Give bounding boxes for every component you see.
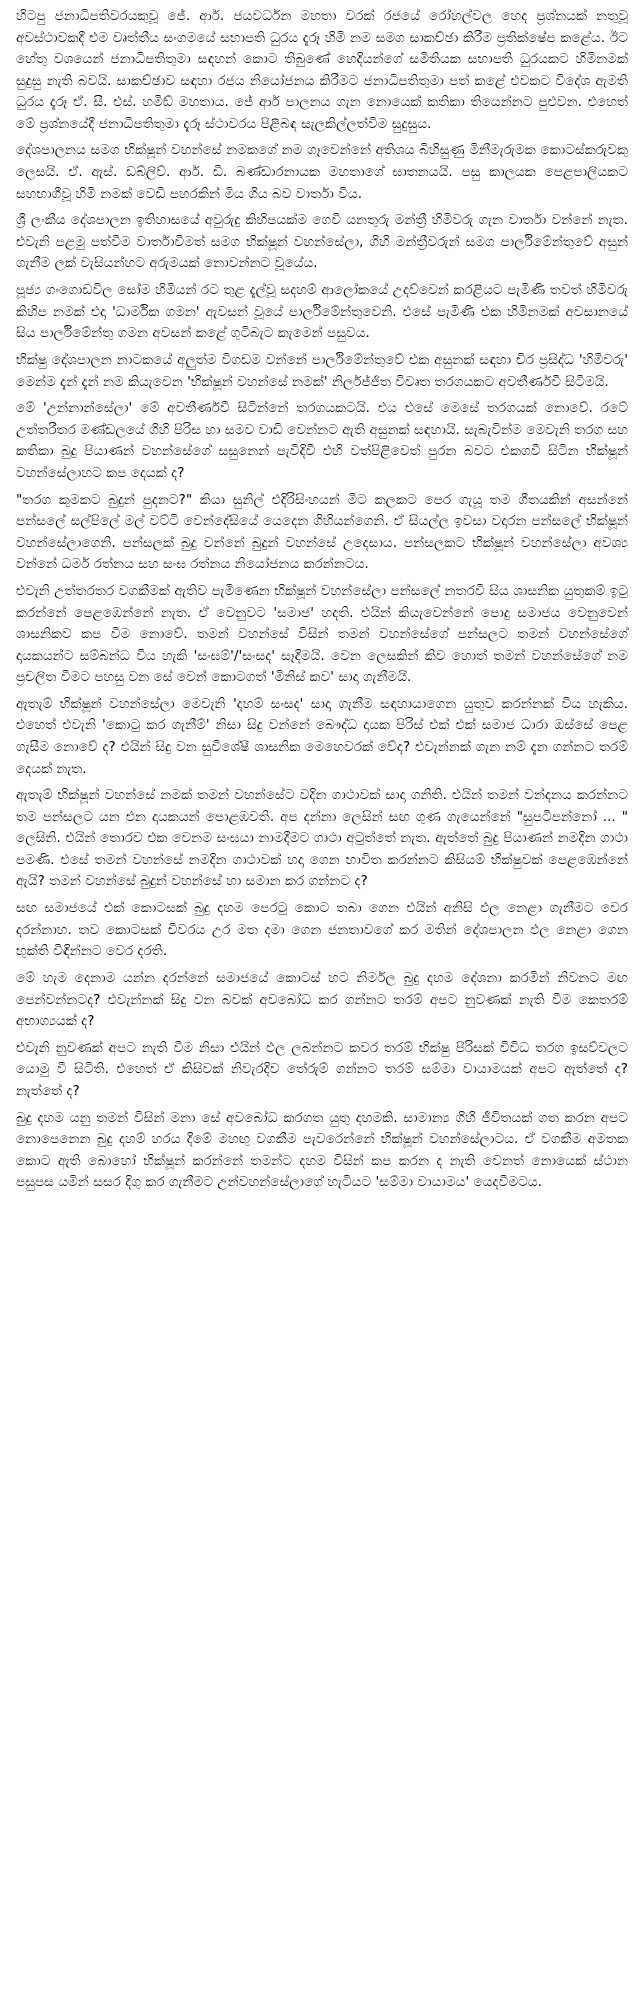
article-paragraph: මේ හැම දෙනාම යන්න දරන්නේ සමාජයේ කොටස් හට නිර්මල බුදු දහම දේශනා කරමින් නිවනට මඟ පෙන්වන්නටද? එවැන්නක් සිදු වන බවක් අවබෝධ කර ගන්නට තරම් අපට නුවණක් නැති වීම කෙතරම් අභාග්‍යයක් ද? xyxy=(16,970,628,1030)
article-paragraph: භික්ෂු දේශපාලන නාටකයේ අලුත්ම විගඩම වන්නේ පාර්ලිමේන්තුවේ එක අසුනක් සඳහා චිර ප්‍රසිද්ධ 'හිමිවරු' මෙන්ම දැන් දැන් නම කියැවෙන 'භික්ෂූන් වහන්සේ නමක්' නිර්ලජ්ජිත විවෘත තරගයකට අවතීර්ණවී සිටීමයි. xyxy=(16,351,628,390)
article-paragraph: ඇතැම් භික්ෂූන් වහන්සේ නමක් තමන් වහන්සේට වදින ගාථාවක් සාදා ගනිති. එයින් තමන් වන්දනය කරන්නට තම පන්සලට යන එන දායකයන් පොළඹවති. අප දන්නා ලෙසින් සඟ ගුණ ගැයෙන්නේ "සුපටිපන්නෝ ... " ලෙසිනි. එයින් තොරව එක වෙනම සංඝයා නාමදීමට ගාථා අටුත්තේ නැත. ඇත්තේ බුදු පියාණන් නමදින ගාථා පමණි. එසේ තමන් වහන්සේ නමදින ගාථාවක් හදා ගෙන භාවිත කරන්නට කිසියම් භික්ෂුවක් පෙළඹෙන්නේ ඇයි? තමන් වහන්සේ බුදුන් වහන්සේ හා සමාන කර ගන්නට ද? xyxy=(16,787,628,890)
article-paragraph: "තරග කුමකට බුදුන් පුදනට?" කියා සුනිල් එදිරිසිංහයන් මීට කලකට පෙර ගැයූ තම ගීතයකින් අසන්නේ පන්සලේ සල්පිලේ මල් වට්ටි වෙන්දේසියේ යෙදෙන ගිහියන්ගෙනි. ඒ සියල්ල ඉවසා වදාරන පන්සලේ භික්ෂූන් වහන්සේලාගෙනි. පන්සලක් බුදු වන්නේ බුදුන් වහන්සේ උදෙසාය. පන්සලකට භික්ෂූන් වහන්සේලා අවශ්‍ය වන්නේ ධර්ම රත්නය සහ සංඝ රත්නය නියෝජනය කරන්නටය. xyxy=(16,491,628,573)
article-paragraph: ඇතැම් භික්ෂූන් වහන්සේලා මෙවැනි 'දහම් සංසද' සාදා ගැනීම සඳහායාගෙන යුතුව කරන්නක් විය හැකිය. එහෙත් එවැනි 'කොටු කර ගැනීම්' නිසා සිදු වන්නේ බෞද්ධ දායක පිරිස් එක් එක් සමාජ ධාරා ඔස්සේ පෙළ ගැසීම නොවේ ද? එයින් සිදු වන සුවිශේෂී ශාසනික මෙහෙවරක් වේද? එවැන්නක් ගැන නම් දැන ගන්නට තරම් දෙයක් නැත. xyxy=(16,695,628,777)
article-paragraph: එවැනි නුවණක් අපට නැති වීම නිසා එයින් ඵල ලබන්නට කවර තරම් භික්ෂු පිරිසක් විවිධ තරග ඉසව්වලට යොමු වී සිටිති. එහෙත් ඒ කිසිවක් නිවැරදිව තේරුම් ගන්නට තරම් සම්මා වායාමයක් අපට ඇත්තේ ද? නැත්තේ ද? xyxy=(16,1039,628,1099)
article-paragraph: දේශපාලනය සමග භික්ෂූන් වහන්සේ නමකගේ නම ගෑවෙන්නේ අතිශය බිහිසුණු මිනීමැරුමක කොටස්කරුවකු ලෙසයි. ඒ. ඇස්. ඩබ්ලිව්. ආර්. ඩී. බණ්ඩාරනායක මහතාගේ ඝාතනයයි. පසු කාලයක පෙළපාලියකට සහභාගීවූ හිමි නමක් වෙඩි පහරකින් මිය ගිය බව වාර්තා විය. xyxy=(16,142,628,202)
article-paragraph: සඟ සමාජයේ එක් කොටසක් බුදු දහම පෙරටු කොට තබා ගෙන එයින් අනිසි ඵල නෙළා ගැනීමට වෙර දරන්නාහ. තව කොටසක් චීවරය උර මත දමා ගෙන ජනතාවගේ කර මතින් දේශපාලන ඵල නෙළා ගෙන භුක්ති විඳින්නට වෙර දරති. xyxy=(16,900,629,960)
article-paragraph: බුදු දහම යනු තමන් විසින් මනා සේ අවබෝධ කරගත යුතු දහමකි. සාමාන්‍ය ගිහි ජීවිතයක් ගත කරන අපට නොපෙනෙන බුදු දහම් හරය දීමේ මහඟු වගකීම පැවරෙන්නේ භික්ෂූන් වහන්සේලාටය. ඒ වගකීම අමතක කොට ඇති බොහෝ භික්ෂූන් කරන්නේ තමන්ට දහම විසින් කප කරන ද නැති වෙනත් නොයෙක් ස්ථාන පසුපස යමින් සසර දිගු කර ගැනීමට උන්වහන්සේලාගේ හැටියට 'සම්මා වායාමය' යෙදවීමටය. xyxy=(16,1109,628,1191)
article-paragraph: එවැනි උත්තරතර වගකීමක් ඇතිව පැමිණෙන භික්ෂූන් වහන්සේලා පන්සලේ නතරවී සිය ශාසනික යුතුකම් ඉටු කරන්නේ පෙළඹෙන්නේ නැත. ඒ වෙනුවට 'සමාජ' හදති. එයින් කියැවෙන්නේ පොදු සමාජය වෙනුවෙන් ශාසනිකව කප වීම නොවේ. තමන් වහන්සේ විසින් තමන් වහන්සේගේ පන්සලට තමන් වහන්සේගේ දායකයන්ට සම්බන්ධ විය හැකි 'සංඝම්'/'සංසද' සෑදීමයි. වෙන ලෙසකින් කිව හොත් තමන් වහන්සේගේ නම ප්‍රචලිත වීමට පහසු වන සේ වෙන් කොටගත් 'මිනිස් කව' සාදා ගැනීමයි. xyxy=(16,582,628,686)
article-paragraph: පූජ්‍ය ගංගොඩවිල සෝම හිමියන් රට තුළ දැල්වූ සදහම් ආලෝකයේ උදව්වෙන් කරළියට පැමිණි තවත් හිමිවරු කිහිප නමක් එදා 'ධාර්මික ගමන' ඇවසන් වූයේ පාර්ලිමේන්තුවෙනි. එසේ පැමිණි එක හිමිනමක් අවසානයේ සිය පාර්ලිමේන්තු ගමන අවසන් කළේ ගුටිබැට කැමෙන් පසුවය. xyxy=(16,282,628,342)
article-paragraph: හිටපු ජනාධිපතිවරයකුවූ ජේ. ආර්. ජයවර්ධන මහතා වරක් රජයේ රෝහල්වල හෙද ප්‍රශ්නයක් නතුවූ අවස්ථාවකදී එම වෘත්තීය සංගමයේ සභාපති ධුරය දැරූ හිමි නම සමග සාකච්ඡා කිරීම ප්‍රතික්ෂේප කළේය. ඊට හේතු වශයෙන් ජනාධිපතිතුමා සඳහන් කොට තිබුණේ හෙදියන්ගේ සමිතියක සභාපති ධුරයකට හිමිනමක් සුදුසු නැති බවයි. සාකච්ඡාව සඳහා රජය නියෝජනය කිරීමට ජනාධිපතිතුමා පත් කළේ එවකට විදේශ ඇමති ධුරය දැරූ ඒ. සී. එස්. හමීඞ් මහතාය. ජේ ආර් පාලනය ගැන නොයෙක් කතිකා තියෙන්නට පුළුවන. එහෙත් මේ ප්‍රශ්නයේදී ජනාධිපතිතුමා දැරූ ස්ථාවරය පිළිබඳ සැලකිල්ලත්වීම සුදුසුය. xyxy=(16,8,628,132)
article-paragraph: ශ්‍රී ලංකීය දේශපාලන ඉතිහාසයේ අවුරුදු කිහිපයක්ම ගෙවී යනතුරු මන්ත්‍රී හිමිවරු ගැන වාර්තා වන්නේ නැත. එවැනි පළමු පත්වීම වාර්තාවීමත් සමග භික්ෂූන් වහන්සේලා, ගිහි මන්ත්‍රීවරුන් සමග පාර්ලිමේන්තුවේ අසුන් ගැනීම ලක් වැසියන්හට අරුමයක් නොවන්නට වූයේය. xyxy=(16,212,628,272)
article-paragraph: මේ 'උන්නාන්සේලා' මේ අවතීර්ණවී සිටින්නේ තරගයකටයි. එය එසේ මෙසේ තරගයක් නොවේ. රටේ උත්තරීතර මණ්ඩලයේ ගිහි පිරිස හා සමව වාඩි වෙන්නට ඇති අසුනක් සඳහායි. සැබැවින්ම මෙවැනි තරග සහ කතිකා බුදු පියාණන් වහන්සේගේ සසුනෙන් පැවිදිවී එහි වත්පිළිවෙත් පුරන බවට එකගවී සිටින භික්ෂූන් වහන්සේලාහට කප දෙයක් ද? xyxy=(16,400,628,481)
